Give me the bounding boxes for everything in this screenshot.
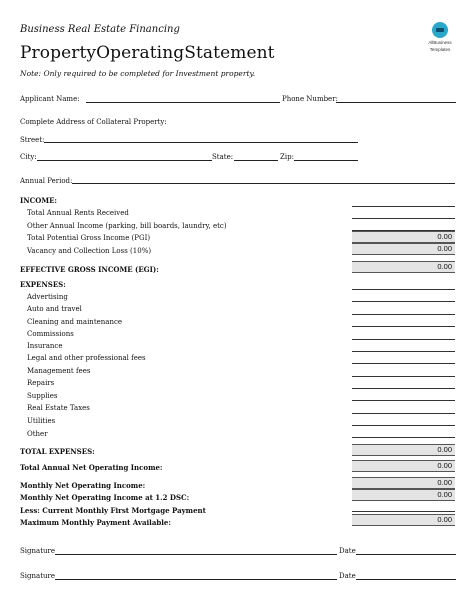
expense-row-label: Advertising bbox=[27, 293, 68, 301]
zip-label: Zip: bbox=[280, 153, 294, 161]
income-heading-cell bbox=[352, 197, 455, 207]
logo-line-1: AllBusiness bbox=[428, 40, 452, 45]
date-2-label: Date bbox=[339, 572, 356, 580]
signature-2-field[interactable] bbox=[55, 579, 337, 580]
expense-row-label: Insurance bbox=[27, 342, 63, 350]
phone-label: Phone Number: bbox=[282, 95, 338, 103]
income-row-value: 0.00 bbox=[352, 243, 455, 255]
income-row-label: Vacancy and Collection Loss (10%) bbox=[27, 247, 152, 255]
signature-1-field[interactable] bbox=[55, 554, 337, 555]
signature-2-label: Signature bbox=[20, 572, 56, 580]
address-label: Complete Address of Collateral Property: bbox=[20, 118, 167, 126]
annual-period-label: Annual Period: bbox=[20, 177, 73, 185]
zip-field[interactable] bbox=[294, 160, 358, 161]
income-row-label: Total Potential Gross Income (PGI) bbox=[27, 234, 151, 242]
expense-row-value[interactable] bbox=[352, 292, 455, 302]
date-2-field[interactable] bbox=[356, 579, 456, 580]
monthly-noi-value: 0.00 bbox=[352, 477, 455, 489]
street-field[interactable] bbox=[44, 142, 358, 143]
total-expenses-value: 0.00 bbox=[352, 444, 455, 456]
monthly-dsc-value: 0.00 bbox=[352, 489, 455, 501]
max-payment-value: 0.00 bbox=[352, 514, 455, 526]
expense-row-label: Other bbox=[27, 430, 48, 438]
expense-row-label: Repairs bbox=[27, 379, 55, 387]
expense-row-value[interactable] bbox=[352, 367, 455, 377]
expense-row-value[interactable] bbox=[352, 416, 455, 426]
expense-row-label: Real Estate Taxes bbox=[27, 404, 90, 412]
income-row-value: 0.00 bbox=[352, 231, 455, 243]
city-field[interactable] bbox=[37, 160, 212, 161]
logo-line-2: Templates bbox=[429, 47, 451, 52]
income-row-value[interactable] bbox=[352, 221, 455, 231]
income-row-label: Other Annual Income (parking, bill boards, laundry, etc) bbox=[27, 222, 227, 230]
expense-row-value[interactable] bbox=[352, 391, 455, 401]
expense-row-label: Management fees bbox=[27, 367, 91, 375]
brand-logo bbox=[420, 22, 460, 52]
signature-1-label: Signature bbox=[20, 547, 56, 555]
expense-row-label: Cleaning and maintenance bbox=[27, 318, 123, 326]
expense-row-label: Utilities bbox=[27, 417, 56, 425]
state-label: State: bbox=[212, 153, 234, 161]
expense-row-value[interactable] bbox=[352, 342, 455, 352]
egi-value: 0.00 bbox=[352, 261, 455, 273]
annual-period-field[interactable] bbox=[72, 183, 455, 184]
form-note: Note: Only required to be completed for Investment property. bbox=[20, 69, 256, 78]
expense-row-label: Legal and other professional fees bbox=[27, 354, 146, 362]
expense-row-value[interactable] bbox=[352, 354, 455, 364]
expense-row-value[interactable] bbox=[352, 428, 455, 438]
expense-row-value[interactable] bbox=[352, 305, 455, 315]
logo-icon bbox=[432, 22, 448, 38]
monthly-noi-label: Monthly Net Operating Income: bbox=[20, 481, 146, 490]
expense-row-value[interactable] bbox=[352, 330, 455, 340]
income-heading: INCOME: bbox=[20, 196, 58, 205]
phone-field[interactable] bbox=[336, 102, 456, 103]
city-label: City: bbox=[20, 153, 37, 161]
form-subtitle: Business Real Estate Financing bbox=[20, 24, 180, 35]
expense-row-label: Auto and travel bbox=[27, 305, 82, 313]
mortgage-payment-label: Less: Current Monthly First Mortgage Payment bbox=[20, 506, 206, 515]
income-row-value[interactable] bbox=[352, 209, 455, 219]
expenses-heading-cell bbox=[352, 280, 455, 290]
max-payment-label: Maximum Monthly Payment Available: bbox=[20, 518, 171, 527]
expense-row-label: Supplies bbox=[27, 392, 58, 400]
expense-row-value[interactable] bbox=[352, 379, 455, 389]
street-label: Street: bbox=[20, 136, 45, 144]
applicant-name-field[interactable] bbox=[86, 102, 280, 103]
expense-row-label: Commissions bbox=[27, 330, 74, 338]
monthly-dsc-label: Monthly Net Operating Income at 1.2 DSC: bbox=[20, 493, 190, 502]
noi-value: 0.00 bbox=[352, 460, 455, 472]
egi-label: EFFECTIVE GROSS INCOME (EGI): bbox=[20, 265, 159, 274]
expense-row-value[interactable] bbox=[352, 317, 455, 327]
total-expenses-label: TOTAL EXPENSES: bbox=[20, 447, 95, 456]
state-field[interactable] bbox=[234, 160, 278, 161]
income-row-label: Total Annual Rents Received bbox=[27, 209, 129, 217]
expense-row-value[interactable] bbox=[352, 404, 455, 414]
date-1-field[interactable] bbox=[356, 554, 456, 555]
mortgage-payment-value[interactable] bbox=[352, 502, 455, 512]
expenses-heading: EXPENSES: bbox=[20, 280, 66, 289]
applicant-name-label: Applicant Name: bbox=[20, 95, 80, 103]
page-title: PropertyOperatingStatement bbox=[20, 43, 275, 63]
noi-label: Total Annual Net Operating Income: bbox=[20, 463, 163, 472]
date-1-label: Date bbox=[339, 547, 356, 555]
